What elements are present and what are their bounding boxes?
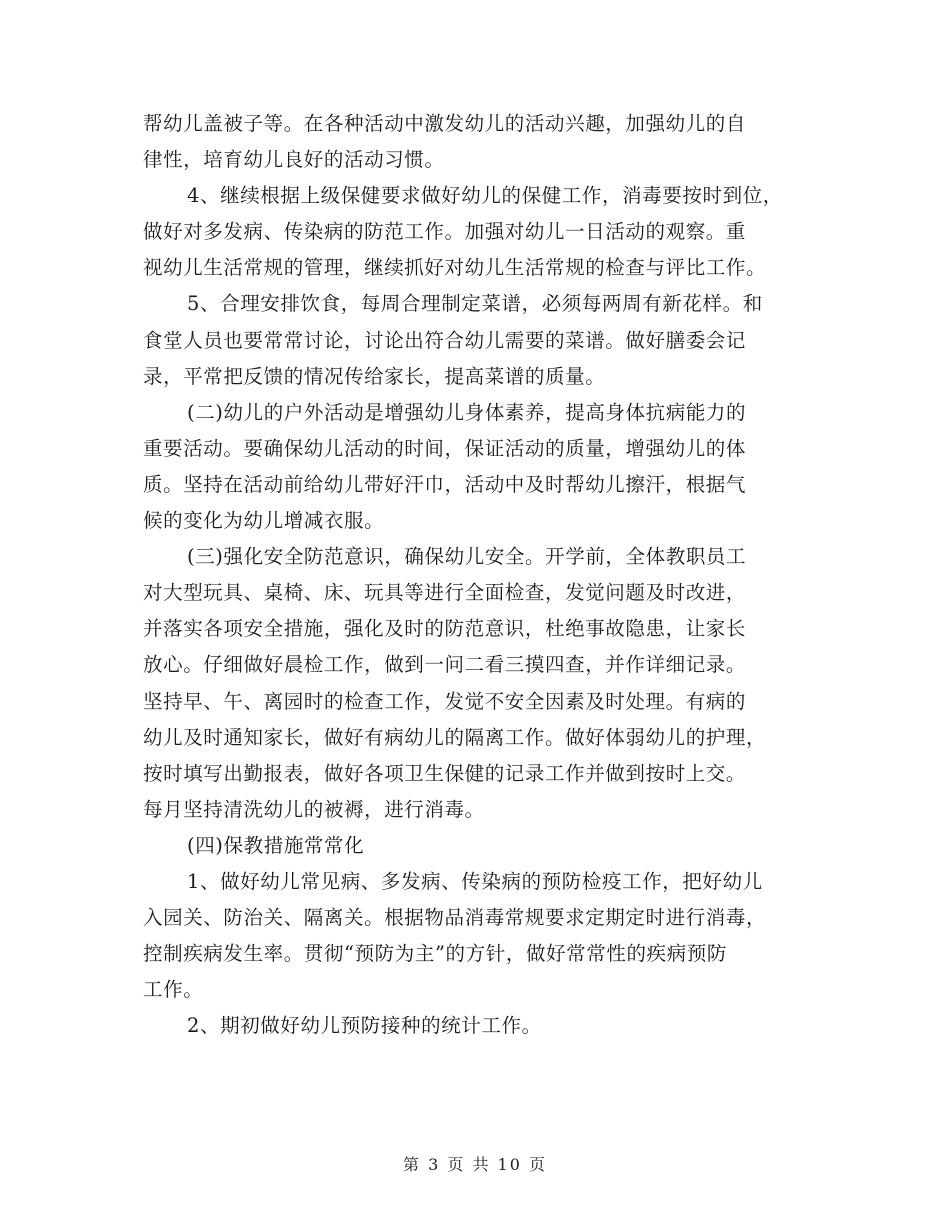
text-line: 候的变化为幼儿增减衣服。 (143, 509, 385, 533)
text-line: 2、期初做好幼儿预防接种的统计工作。 (187, 1014, 542, 1038)
text-line: 4、继续根据上级保健要求做好幼儿的保健工作，消毒要按时到位， (187, 184, 783, 208)
text-line: 工作。 (143, 978, 204, 1002)
text-line: 录，平常把反馈的情况传给家长，提高菜谱的质量。 (143, 364, 606, 388)
text-line: 并落实各项安全措施，强化及时的防范意识，杜绝事故隐患，让家长 (143, 617, 747, 641)
text-line: 1、做好幼儿常见病、多发病、传染病的预防检疫工作，把好幼儿 (187, 869, 763, 893)
text-line: 视幼儿生活常规的管理，继续抓好对幼儿生活常规的检查与评比工作。 (143, 256, 767, 280)
text-line: (三)强化安全防范意识，确保幼儿安全。开学前，全体教职员工 (187, 545, 747, 569)
text-line: 入园关、防治关、隔离关。根据物品消毒常规要求定期定时进行消毒， (143, 906, 767, 930)
text-line: 质。坚持在活动前给幼儿带好汗巾，活动中及时帮幼儿擦汗，根据气 (143, 472, 747, 496)
text-line: 坚持早、午、离园时的检查工作，发觉不安全因素及时处理。有病的 (143, 689, 747, 713)
text-line: 做好对多发病、传染病的防范工作。加强对幼儿一日活动的观察。重 (143, 220, 747, 244)
text-line: 控制疾病发生率。贯彻“预防为主”的方针，做好常常性的疾病预防 (143, 942, 727, 966)
page-footer: 第 3 页 共 10 页 (403, 1155, 547, 1174)
text-line: 5、合理安排饮食，每周合理制定菜谱，必须每两周有新花样。和 (187, 292, 763, 316)
text-line: 重要活动。要确保幼儿活动的时间，保证活动的质量，增强幼儿的体 (143, 436, 747, 460)
text-line: 食堂人员也要常常讨论，讨论出符合幼儿需要的菜谱。做好膳委会记 (143, 328, 747, 352)
text-line: 每月坚持清洗幼儿的被褥，进行消毒。 (143, 797, 485, 821)
text-line: (四)保教措施常常化 (187, 833, 365, 857)
text-line: (二)幼儿的户外活动是增强幼儿身体素养，提高身体抗病能力的 (187, 400, 747, 424)
text-line: 按时填写出勤报表，做好各项卫生保健的记录工作并做到按时上交。 (143, 761, 747, 785)
text-line: 对大型玩具、桌椅、床、玩具等进行全面检查，发觉问题及时改进， (143, 581, 747, 605)
text-line: 幼儿及时通知家长，做好有病幼儿的隔离工作。做好体弱幼儿的护理， (143, 725, 767, 749)
document-body (143, 106, 815, 1044)
text-line: 帮幼儿盖被子等。在各种活动中激发幼儿的活动兴趣，加强幼儿的自 (143, 112, 747, 135)
text-line: 放心。仔细做好晨检工作，做到一问二看三摸四查，并作详细记录。 (143, 653, 747, 677)
text-line: 律性，培育幼儿良好的活动习惯。 (143, 148, 445, 172)
